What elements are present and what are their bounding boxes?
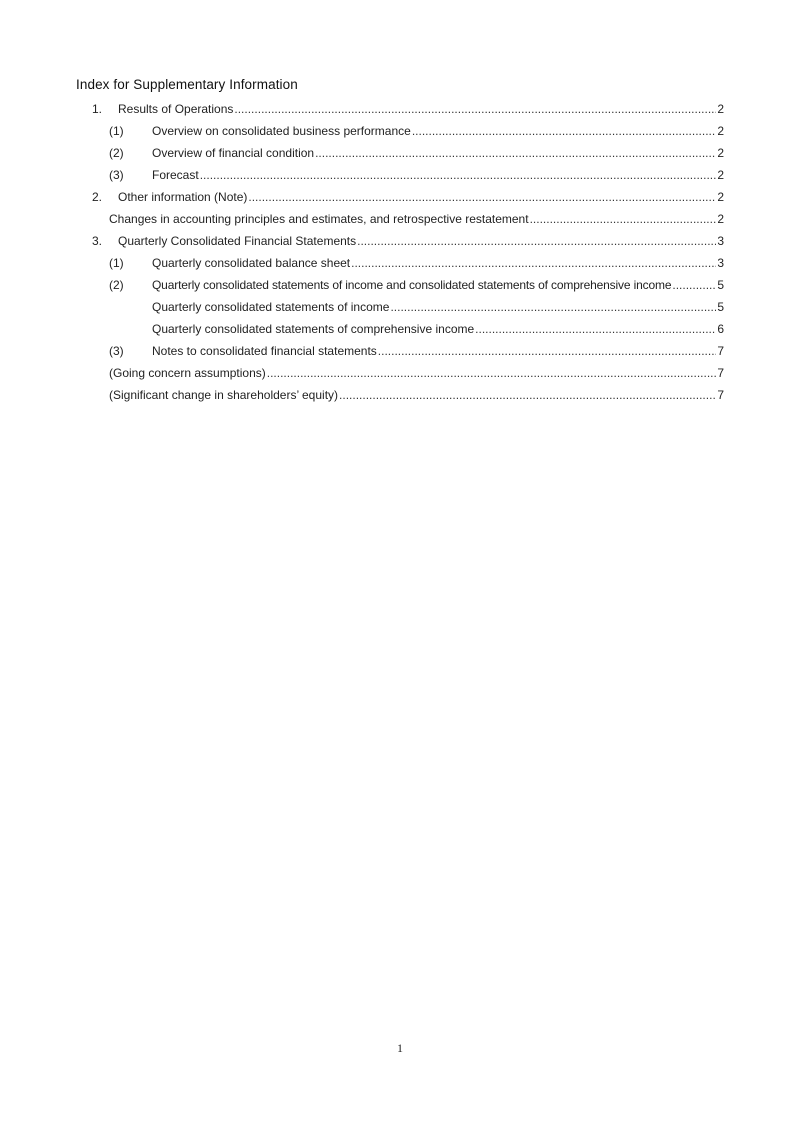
toc-entry-financial-condition[interactable] (109, 142, 724, 164)
toc-entry-shareholders-equity[interactable] (109, 384, 724, 406)
toc-entry-label: Quarterly consolidated statements of income and consolidated statements of comprehensive income (152, 278, 672, 292)
toc-entry-accounting-changes[interactable] (109, 208, 724, 230)
dot-leader (390, 296, 716, 318)
toc-entry-label: Quarterly consolidated balance sheet (152, 256, 351, 270)
toc-entry-label: Overview on consolidated business performance (152, 124, 411, 138)
toc-entry-forecast[interactable] (109, 164, 724, 186)
dot-leader (530, 208, 717, 230)
toc-entry-label: Quarterly Consolidated Financial Statements (118, 234, 357, 248)
toc-entry-number: 1. (92, 102, 103, 116)
dot-leader (378, 340, 717, 362)
page-title: Index for Supplementary Information (76, 77, 298, 92)
toc-entry-page: 3 (717, 256, 724, 270)
toc-entry-number: (1) (109, 124, 124, 138)
toc-entry-page: 7 (717, 366, 724, 380)
toc-entry-page: 7 (717, 344, 724, 358)
toc-entry-page: 5 (717, 300, 724, 314)
toc-entry-other-information[interactable] (92, 186, 724, 208)
dot-leader (267, 362, 717, 384)
toc-entry-label: Results of Operations (118, 102, 234, 116)
toc-entry-label: Quarterly consolidated statements of comprehensive income (152, 322, 475, 336)
dot-leader (315, 142, 716, 164)
toc-entry-label: (Significant change in shareholders’ equity) (109, 388, 339, 402)
toc-entry-results-of-operations[interactable] (92, 98, 724, 120)
toc-entry-page: 2 (717, 124, 724, 138)
toc-entry-page: 2 (717, 190, 724, 204)
toc-entry-statements-of-income[interactable] (152, 296, 724, 318)
toc-entry-page: 6 (717, 322, 724, 336)
toc-entry-comprehensive-income[interactable] (152, 318, 724, 340)
toc-entry-label: Other information (Note) (118, 190, 248, 204)
page-number: 1 (397, 1041, 403, 1055)
toc-entry-page: 2 (717, 146, 724, 160)
toc-entry-business-performance[interactable] (109, 120, 724, 142)
toc-entry-number: (1) (109, 256, 124, 270)
toc-entry-financial-statements[interactable] (92, 230, 724, 252)
toc-entry-income-and-comprehensive[interactable] (109, 274, 724, 296)
toc-entry-label: Overview of financial condition (152, 146, 315, 160)
toc-entry-page: 2 (717, 168, 724, 182)
toc-entry-number: (3) (109, 344, 124, 358)
dot-leader (357, 230, 716, 252)
toc-entry-page: 2 (717, 102, 724, 116)
dot-leader (248, 186, 716, 208)
dot-leader (412, 120, 717, 142)
toc-entry-number: (3) (109, 168, 124, 182)
toc-entry-label: (Going concern assumptions) (109, 366, 266, 380)
dot-leader (351, 252, 716, 274)
dot-leader (672, 274, 716, 296)
dot-leader (200, 164, 717, 186)
toc-entry-page: 5 (717, 278, 724, 292)
dot-leader (475, 318, 716, 340)
toc-entry-balance-sheet[interactable] (109, 252, 724, 274)
toc-entry-page: 2 (717, 212, 724, 226)
toc-entry-notes[interactable] (109, 340, 724, 362)
toc-entry-number: (2) (109, 278, 124, 292)
dot-leader (234, 98, 716, 120)
toc-entry-label: Forecast (152, 168, 199, 182)
dot-leader (339, 384, 716, 406)
toc-entry-label: Changes in accounting principles and estimates, and retrospective restatement (109, 212, 529, 226)
toc-entry-going-concern[interactable] (109, 362, 724, 384)
toc-entry-page: 7 (717, 388, 724, 402)
toc-entry-number: (2) (109, 146, 124, 160)
toc-entry-label: Notes to consolidated financial statements (152, 344, 377, 358)
toc-entry-page: 3 (717, 234, 724, 248)
toc-entry-number: 3. (92, 234, 103, 248)
toc-entry-number: 2. (92, 190, 103, 204)
toc-entry-label: Quarterly consolidated statements of income (152, 300, 390, 314)
